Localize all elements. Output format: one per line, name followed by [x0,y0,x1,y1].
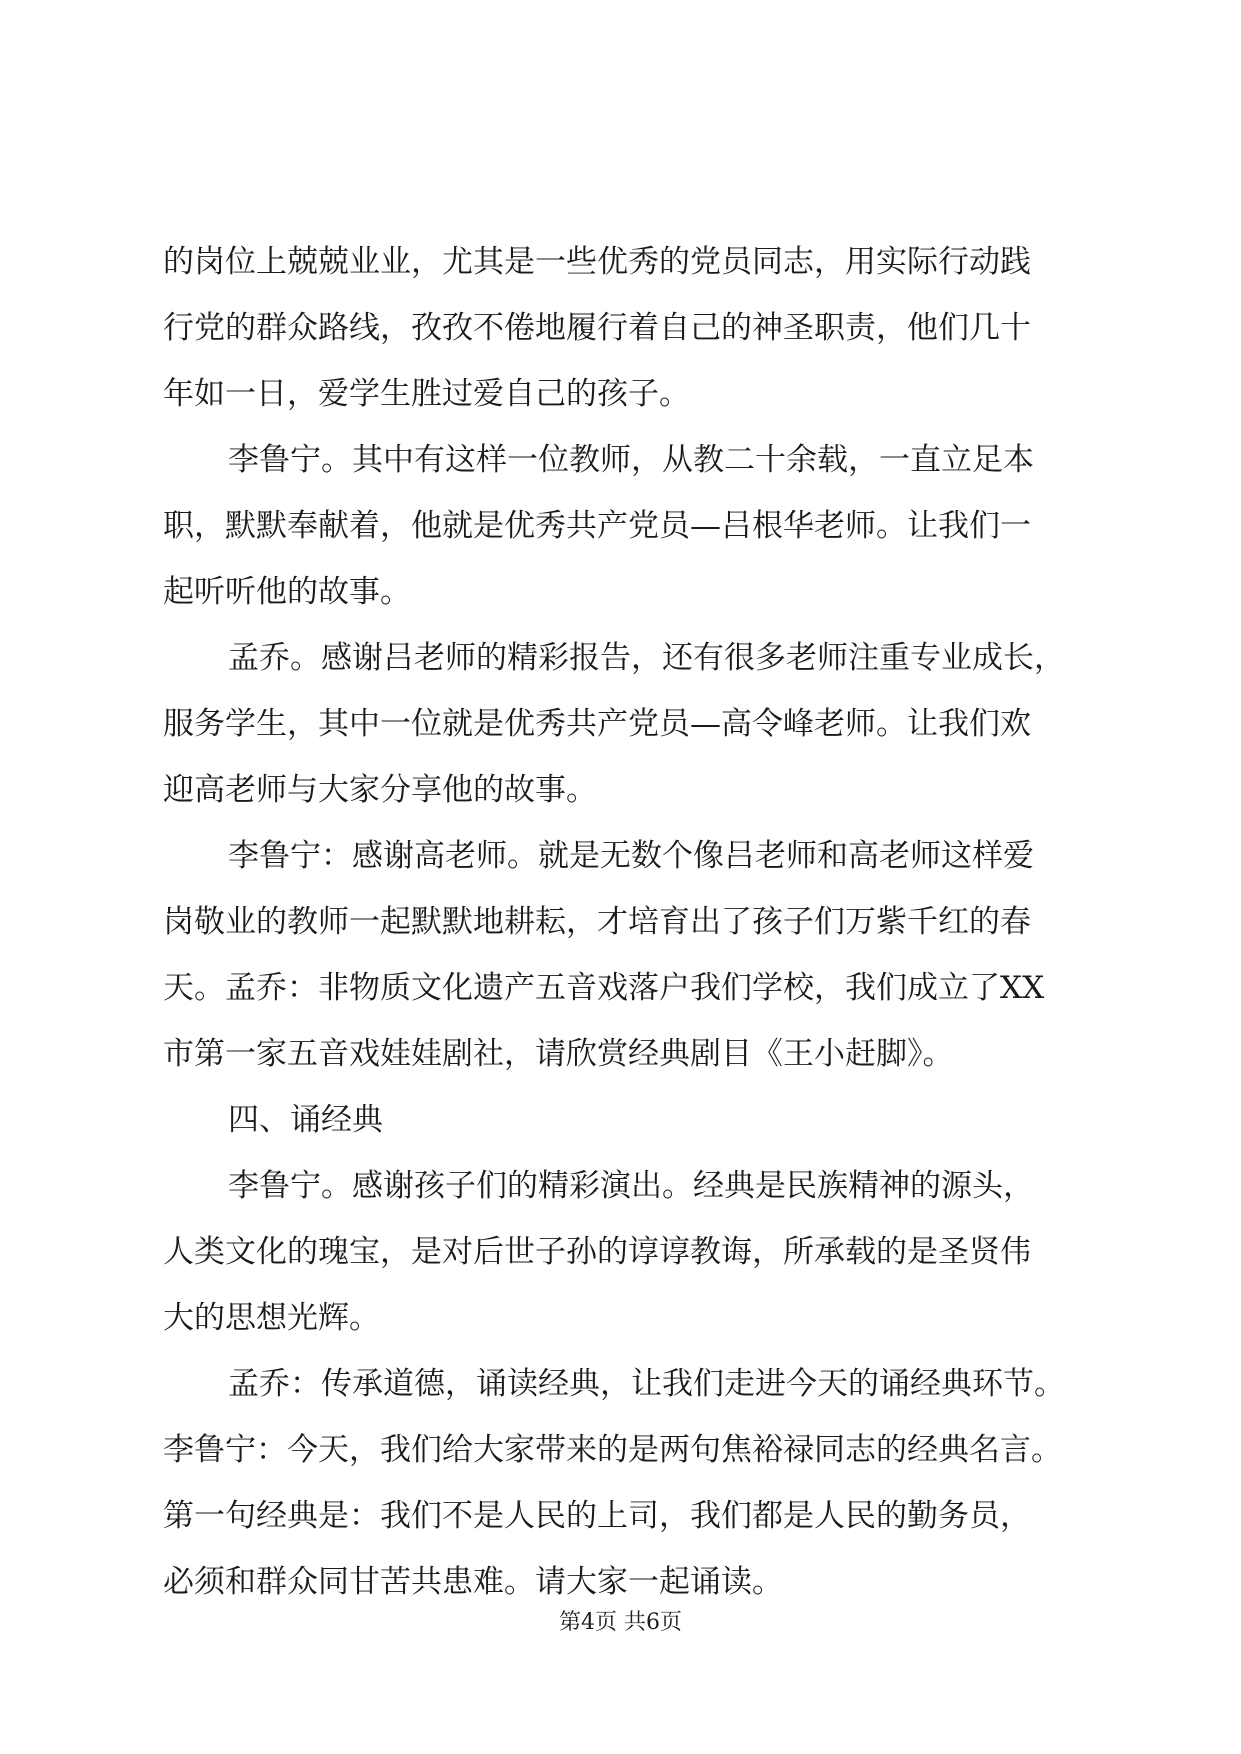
paragraph-start-line: 李鲁宁：感谢高老师。就是无数个像吕老师和高老师这样爱 [228,838,1034,874]
page-footer: 第4页 共6页 [559,1610,682,1635]
paragraph-start-line: 孟乔：传承道德，诵读经典，让我们走进今天的诵经典环节。 [228,1366,1065,1402]
text-line: 第一句经典是：我们不是人民的上司，我们都是人民的勤务员， [163,1498,1031,1534]
text-line: 服务学生，其中一位就是优秀共产党员—高令峰老师。让我们欢 [163,706,1031,742]
text-line: 市第一家五音戏娃娃剧社，请欣赏经典剧目《王小赶脚》。 [163,1036,954,1072]
text-line: 大的思想光辉。 [163,1300,380,1336]
text-line: 岗敬业的教师一起默默地耕耘，才培育出了孩子们万紫千红的春 [163,904,1031,940]
text-line: 人类文化的瑰宝，是对后世子孙的谆谆教诲，所承载的是圣贤伟 [163,1234,1031,1270]
text-line: 必须和群众同甘苦共患难。请大家一起诵读。 [163,1564,783,1600]
section-heading: 四、诵经典 [228,1102,383,1138]
paragraph-start-line: 李鲁宁。感谢孩子们的精彩演出。经典是民族精神的源头， [228,1168,1034,1204]
text-line: 天。孟乔：非物质文化遗产五音戏落户我们学校，我们成立了XX [163,970,1045,1006]
text-line: 行党的群众路线，孜孜不倦地履行着自己的神圣职责，他们几十 [163,310,1031,346]
text-line: 职，默默奉献着，他就是优秀共产党员—吕根华老师。让我们一 [163,508,1031,544]
text-line: 年如一日，爱学生胜过爱自己的孩子。 [163,376,690,412]
paragraph-start-line: 孟乔。感谢吕老师的精彩报告，还有很多老师注重专业成长， [228,640,1065,676]
text-line: 李鲁宁：今天，我们给大家带来的是两句焦裕禄同志的经典名言。 [163,1432,1062,1468]
paragraph-start-line: 李鲁宁。其中有这样一位教师，从教二十余载，一直立足本 [228,442,1034,478]
body-text [163,229,1083,1615]
text-line: 的岗位上兢兢业业，尤其是一些优秀的党员同志，用实际行动践 [163,244,1031,280]
text-line: 起听听他的故事。 [163,574,411,610]
text-line: 迎高老师与大家分享他的故事。 [163,772,597,808]
